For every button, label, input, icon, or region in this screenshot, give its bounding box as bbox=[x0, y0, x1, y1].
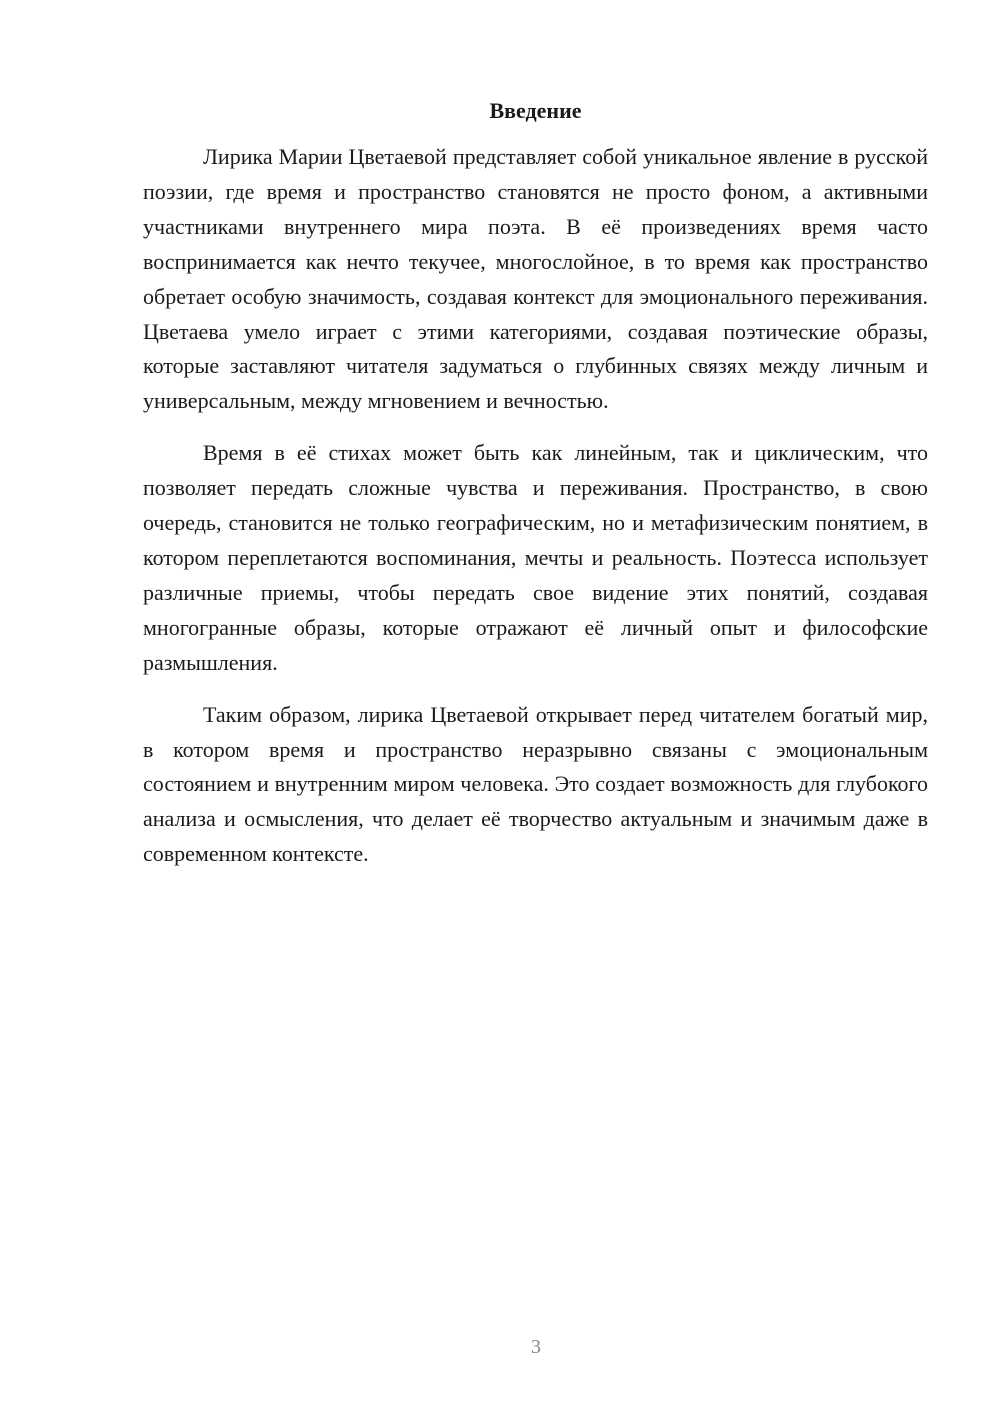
paragraph-1: Лирика Марии Цветаевой представляет собой уникальное явление в русской поэзии, где время и пространство становятся не просто фоном, а активными участниками внутреннего мира поэта. В её произведениях время часто воспринимается как нечто текучее, многослойное, в то время как пространство обретает особую значимость, создавая контекст для эмоционального переживания. Цветаева умело играет с этими категориями, создавая поэтические образы, которые заставляют читателя задуматься о глубинных связях между личным и универсальным, между мгновением и вечностью. bbox=[143, 144, 928, 414]
paragraph-2: Время в её стихах может быть как линейным, так и циклическим, что позволяет передать сложные чувства и переживания. Пространство, в свою очередь, становится не только географическим, но и метафизическим понятием, в котором переплетаются воспоминания, мечты и реальность. Поэтесса использует различные приемы, чтобы передать свое видение этих понятий, создавая многогранные образы, которые отражают её личный опыт и философские размышления. bbox=[143, 440, 928, 675]
section-heading: Введение bbox=[489, 98, 582, 123]
page-number: 3 bbox=[531, 1336, 541, 1358]
paragraph-3: Таким образом, лирика Цветаевой открывает перед читателем богатый мир, в котором время и пространство неразрывно связаны с эмоциональным состоянием и внутренним миром человека. Это создает возможность для глубокого анализа и осмысления, что делает её творчество актуальным и значимым даже в современном контексте. bbox=[143, 701, 928, 867]
page-content bbox=[143, 96, 928, 889]
